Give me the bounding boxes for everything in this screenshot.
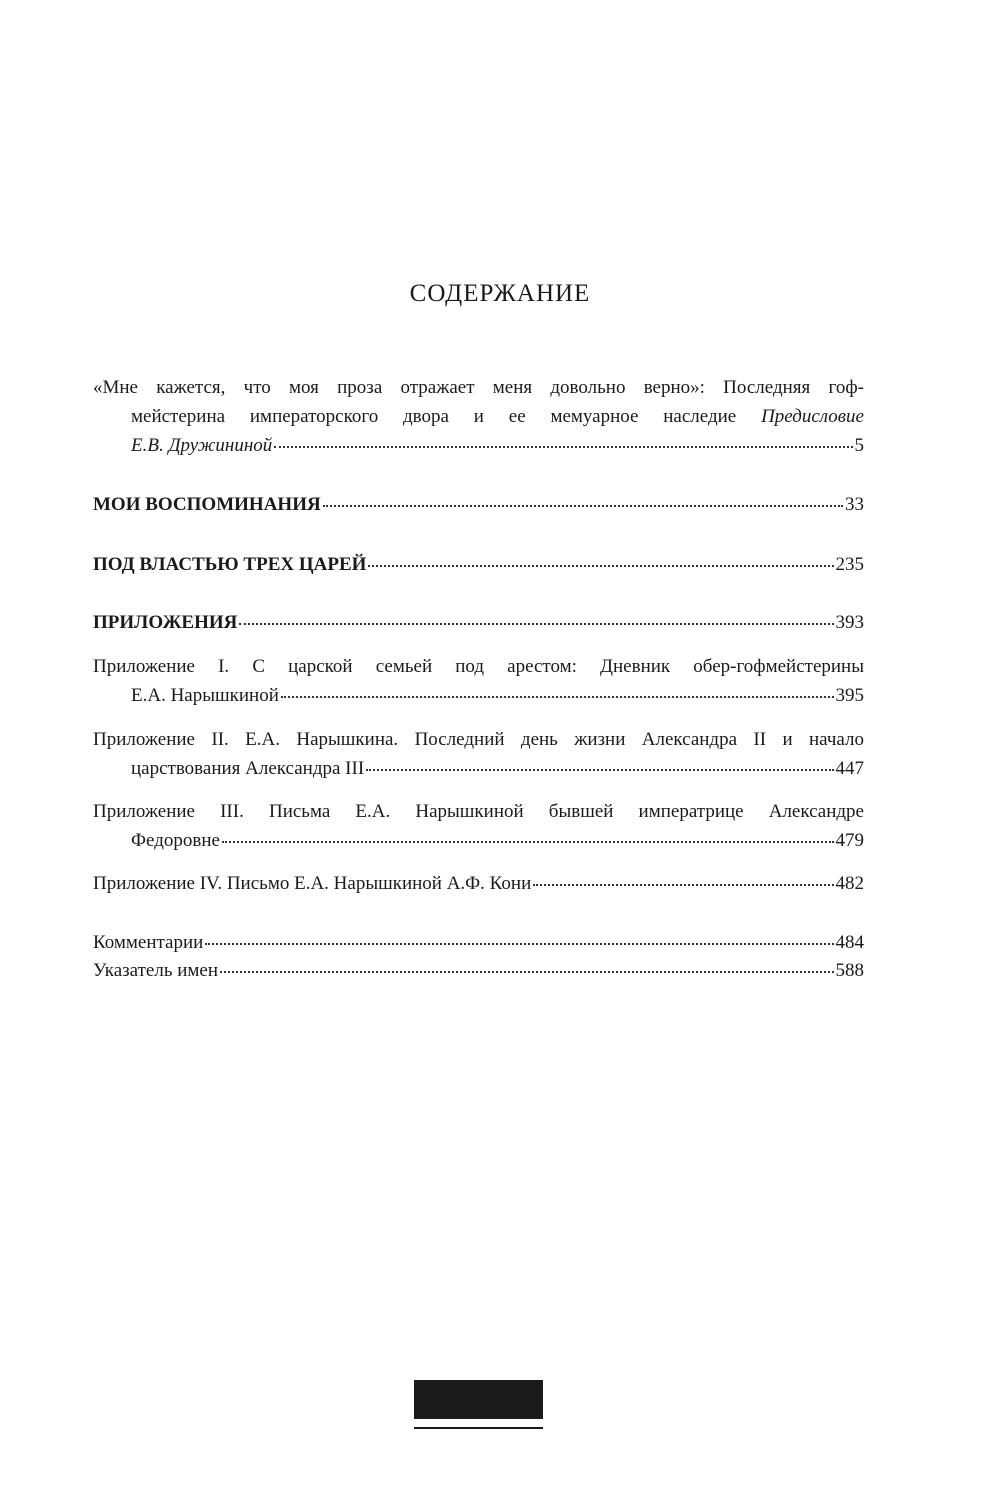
toc-entry-label: Указатель имен (93, 960, 219, 981)
page-title: СОДЕРЖАНИЕ (409, 280, 591, 307)
footer-block (414, 1380, 543, 1419)
page-number: 33 (845, 494, 864, 515)
page-number: 395 (835, 685, 864, 706)
toc-entry-last-line (93, 754, 864, 783)
toc-entry-preface[interactable] (93, 373, 864, 460)
toc-entry-line: «Мне кажется, что моя проза отражает меня довольно верно»: Последняя гоф- (93, 377, 864, 398)
footer-rule (414, 1427, 543, 1429)
toc-entry-label: Приложение IV. Письмо Е.А. Нарышкиной А.Ф. Кони (93, 873, 532, 894)
toc-entry-last-line (93, 490, 864, 519)
toc-entry-line: мейстерина императорского двора и ее мемуарное наследие Предисловие (131, 406, 864, 427)
toc-entry-appendix-4[interactable] (93, 869, 864, 898)
dot-leader (533, 870, 833, 889)
toc-entry-last-line (93, 550, 864, 579)
page-number: 235 (835, 554, 864, 575)
toc-entry-last-line (93, 869, 864, 898)
toc-entry-label: Комментарии (93, 932, 204, 953)
toc-entry-memoirs[interactable] (93, 490, 864, 519)
toc-entry-index[interactable] (93, 956, 864, 985)
toc-entry-last-line (93, 608, 864, 637)
toc-entry-label: Е.А. Нарышкиной (131, 685, 279, 706)
dot-leader (220, 957, 833, 976)
page-number: 484 (835, 932, 864, 953)
toc-entry-last-line (93, 956, 864, 985)
toc-entry-label: ПРИЛОЖЕНИЯ (93, 612, 238, 633)
dot-leader (205, 929, 833, 948)
toc-entry-appendix-1[interactable] (93, 652, 864, 710)
dot-leader (366, 755, 833, 774)
page-number: 447 (835, 758, 864, 779)
toc-entry-last-line (93, 681, 864, 710)
toc-entry-appendices[interactable] (93, 608, 864, 637)
page-number: 482 (835, 873, 864, 894)
toc-entry-three-tsars[interactable] (93, 550, 864, 579)
toc-entry-label: Е.В. Дружининой (131, 435, 273, 456)
toc-entry-last-line (93, 826, 864, 855)
toc-entry-commentary[interactable] (93, 928, 864, 957)
page-number: 479 (835, 830, 864, 851)
toc-entry-label: царствования Александра III (131, 758, 365, 779)
toc-entry-label: ПОД ВЛАСТЬЮ ТРЕХ ЦАРЕЙ (93, 554, 367, 575)
dot-leader (323, 491, 843, 510)
toc-entry-line: Приложение I. С царской семьей под арестом: Дневник обер-гофмейстерины (93, 656, 864, 677)
page-number: 588 (835, 960, 864, 981)
dot-leader (281, 682, 834, 701)
toc-entry-last-line (93, 928, 864, 957)
page-number: 393 (835, 612, 864, 633)
toc-entry-appendix-2[interactable] (93, 725, 864, 783)
dot-leader (222, 827, 834, 846)
toc-entry-appendix-3[interactable] (93, 797, 864, 855)
toc-entry-label: Федоровне (131, 830, 220, 851)
dot-leader (368, 551, 833, 570)
page-number: 5 (854, 435, 864, 456)
toc-entry-line: Приложение III. Письма Е.А. Нарышкиной бывшей императрице Александре (93, 801, 864, 822)
dot-leader (239, 609, 833, 628)
toc-entry-label: МОИ ВОСПОМИНАНИЯ (93, 494, 321, 515)
toc-entry-line: Приложение II. Е.А. Нарышкина. Последний день жизни Александра II и начало (93, 729, 864, 750)
toc-entry-last-line (93, 431, 864, 460)
dot-leader (274, 432, 852, 451)
